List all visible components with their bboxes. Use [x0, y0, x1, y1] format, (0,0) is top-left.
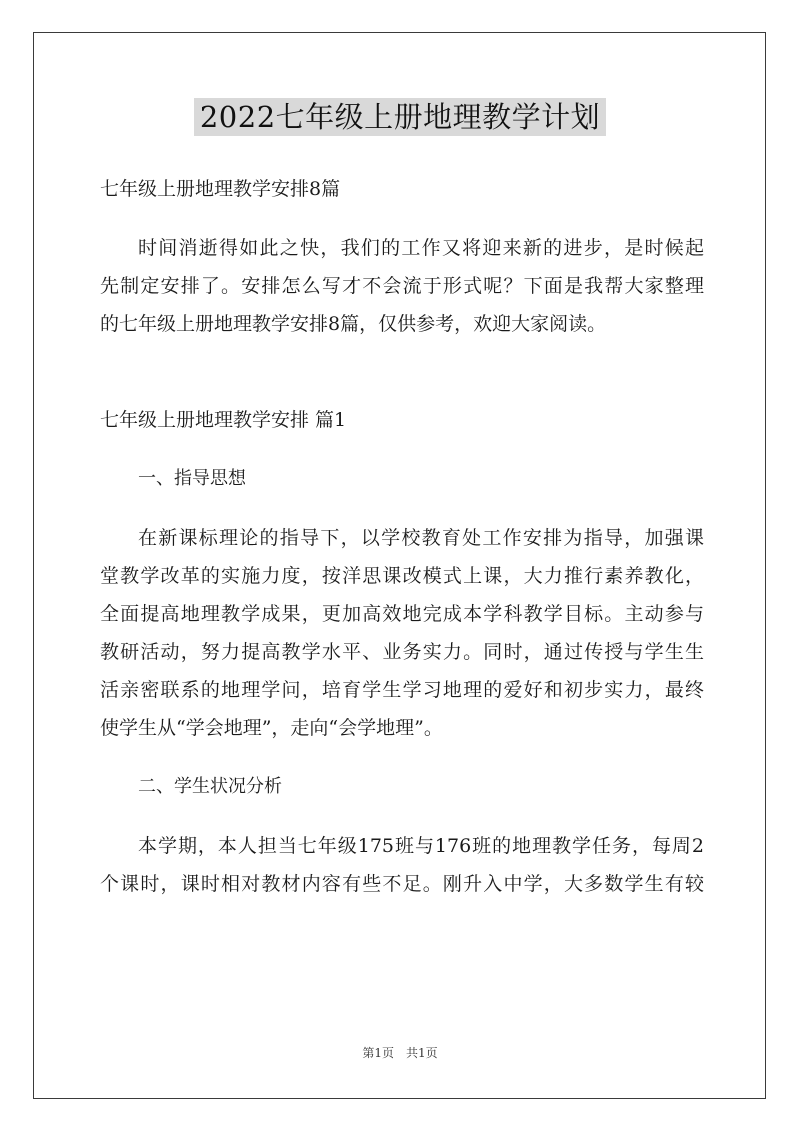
paragraph-line: 使学生从“学会地理”，走向“会学地理”。: [100, 717, 443, 739]
paragraph-line: 活亲密联系的地理学问，培育学生学习地理的爱好和初步实力，最终: [100, 679, 704, 701]
document-title: 2022七年级上册地理教学计划: [194, 98, 606, 136]
paragraph-line: 个课时，课时相对教材内容有些不足。刚升入中学，大多数学生有较: [100, 873, 704, 895]
paragraph-line: 堂教学改革的实施力度，按洋思课改模式上课，大力推行素养教化，: [100, 565, 704, 587]
intro-line: 时间消逝得如此之快，我们的工作又将迎来新的进步，是时候起: [138, 237, 704, 259]
section-heading: 七年级上册地理教学安排 篇1: [100, 409, 347, 431]
subtitle: 七年级上册地理教学安排8篇: [100, 178, 341, 200]
title-container: [0, 98, 800, 136]
page-footer: 第1页 共1页: [362, 1046, 438, 1060]
paragraph-line: 全面提高地理教学成果，更加高效地完成本学科教学目标。主动参与: [100, 603, 704, 625]
part-heading: 一、指导思想: [138, 468, 246, 489]
paragraph-line: 在新课标理论的指导下，以学校教育处工作安排为指导，加强课: [138, 527, 704, 549]
intro-line: 的七年级上册地理教学安排8篇，仅供参考，欢迎大家阅读。: [100, 313, 607, 335]
paragraph-line: 本学期，本人担当七年级175班与176班的地理教学任务，每周2: [138, 835, 704, 857]
document-body: [100, 170, 704, 903]
intro-line: 先制定安排了。安排怎么写才不会流于形式呢？下面是我帮大家整理: [100, 275, 704, 297]
paragraph-line: 教研活动，努力提高教学水平、业务实力。同时，通过传授与学生生: [100, 641, 704, 663]
part-heading: 二、学生状况分析: [138, 776, 282, 797]
